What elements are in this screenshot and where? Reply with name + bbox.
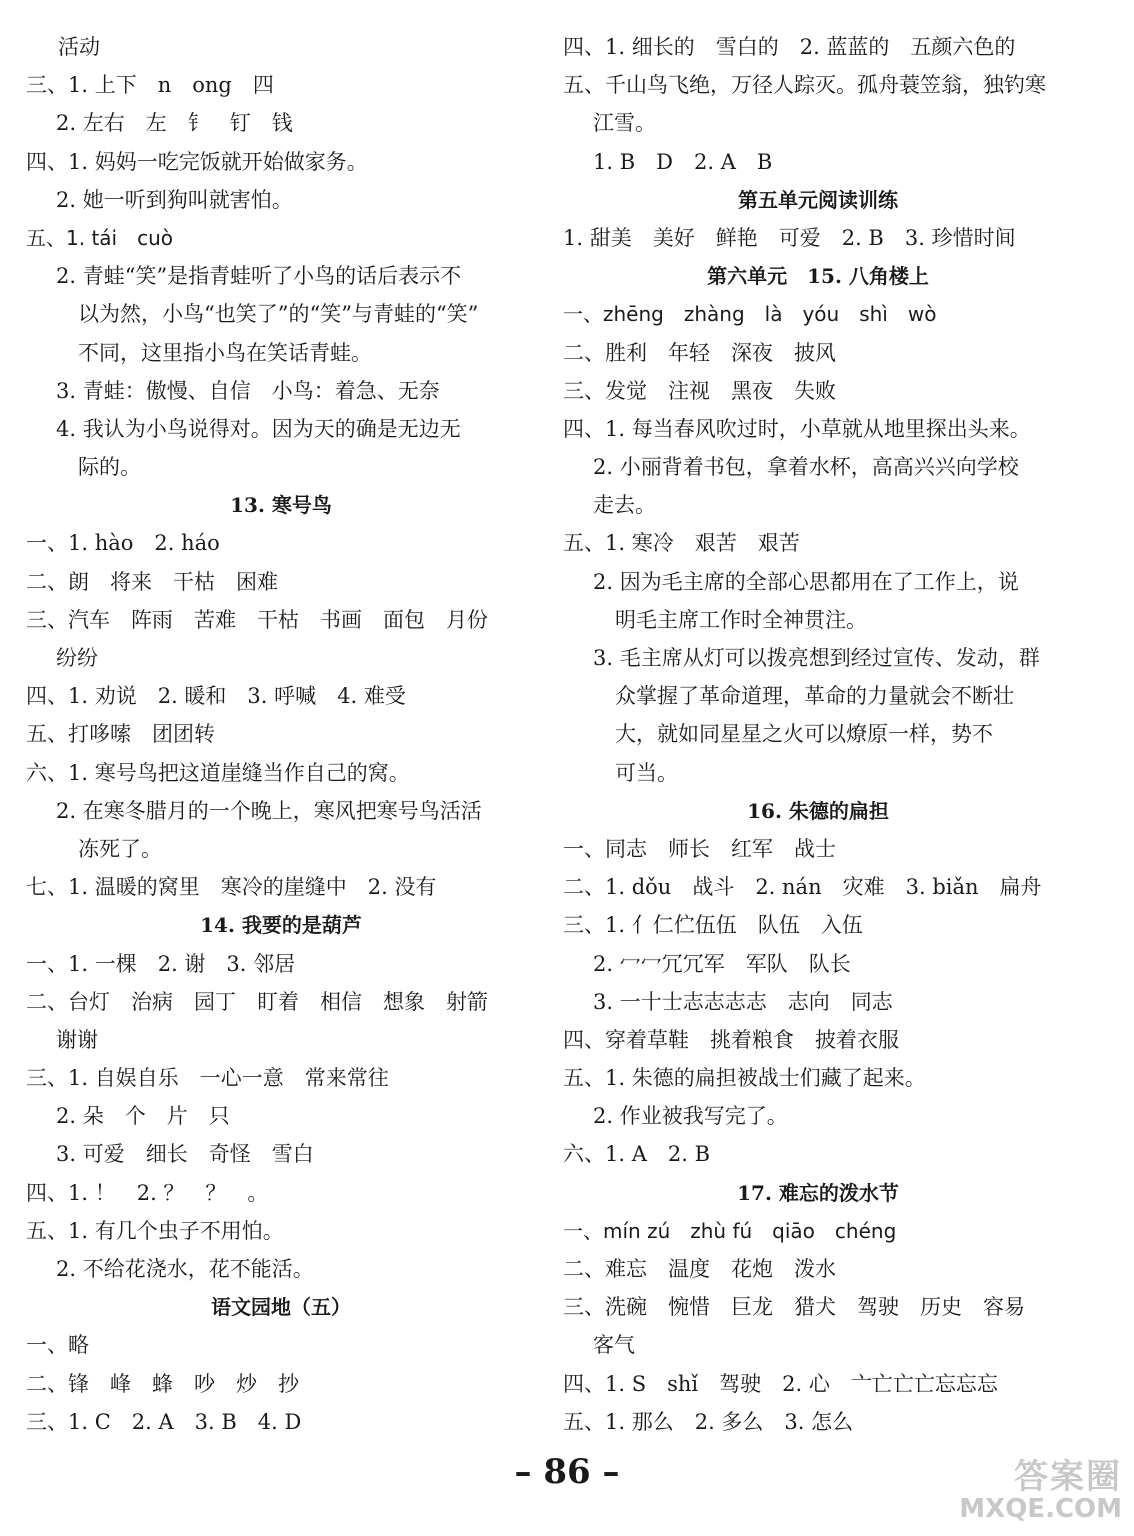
answer-line: 二、台灯 治病 园丁 盯着 相信 想象 射箭 [26,989,488,1014]
answer-line: 一、同志 师长 红军 战士 [563,836,836,861]
answer-line: 2. 冖冖冗冗军 军队 队长 [593,951,851,976]
answer-line: 五、1. 那么 2. 多么 3. 怎么 [563,1409,854,1434]
watermark-logo [932,1457,1122,1530]
answer-line: 谢谢 [56,1027,98,1052]
answer-line: 二、朗 将来 干枯 困难 [26,569,278,594]
answer-line: 以为然，小鸟“也笑了”的“笑”与青蛙的“笑” [78,302,479,327]
answer-line: 三、洗碗 惋惜 巨龙 猎犬 驾驶 历史 容易 [563,1295,1025,1320]
section-heading: 17. 难忘的泼水节 [737,1180,899,1205]
answer-line: 走去。 [593,493,656,518]
section-heading: 第六单元 15. 八角楼上 [707,264,929,289]
answer-line: 三、汽车 阵雨 苦难 干枯 书画 面包 月份 [26,607,488,632]
section-heading: 16. 朱德的扁担 [747,798,889,823]
answer-line: 3. 青蛙：傲慢、自信 小鸟：着急、无奈 [56,378,440,403]
left-column [26,28,536,1441]
answer-line: 2. 因为毛主席的全部心思都用在了工作上，说 [593,569,1019,594]
section-heading: 第五单元阅读训练 [738,187,898,212]
answer-line: 五、1. 寒冷 艰苦 艰苦 [563,531,800,556]
section-heading: 14. 我要的是葫芦 [200,913,362,938]
answer-line: 一、略 [26,1333,89,1358]
answer-line: 可当。 [615,760,678,785]
answer-line: 一、1. 一棵 2. 谢 3. 邻居 [26,951,296,976]
answer-line: 四、1. 妈妈一吃完饭就开始做家务。 [26,149,368,174]
answer-line: 三、1. 上下 n ong 四 [26,73,274,98]
answer-line: 众掌握了革命道理，革命的力量就会不断壮 [615,684,1014,709]
answer-line: 四、1. 每当春风吹过时，小草就从地里探出头来。 [563,416,1031,441]
page-number: – 86 – [514,1452,620,1492]
answer-line: 一、mín zú zhù fú qiāo chéng [563,1218,897,1243]
answer-line: 四、穿着草鞋 挑着粮食 披着衣服 [563,1027,899,1052]
answer-line: 江雪。 [593,111,656,136]
answer-line: 一、1. hào 2. háo [26,531,220,556]
answer-line: 2. 作业被我写完了。 [593,1104,788,1129]
watermark-url: MXQE.COM [959,1494,1122,1524]
answer-line: 不同，这里指小鸟在笑话青蛙。 [78,340,372,365]
answer-line: 2. 左右 左 钅 钉 钱 [56,111,293,136]
answer-line: 3. 毛主席从灯可以拨亮想到经过宣传、发动，群 [593,646,1040,670]
answer-line: 2. 不给花浇水，花不能活。 [56,1257,314,1281]
answer-line: 大，就如同星星之火可以燎原一样，势不 [615,722,993,747]
answer-line: 三、1. C 2. A 3. B 4. D [26,1409,302,1434]
answer-line: 五、千山鸟飞绝，万径人踪灭。孤舟蓑笠翁，独钓寒 [563,73,1046,98]
answer-line: 明毛主席工作时全神贯注。 [615,607,867,632]
answer-line: 客气 [593,1333,635,1358]
answer-line: 五、1. 有几个虫子不用怕。 [26,1218,284,1243]
answer-line: 冻死了。 [78,836,162,861]
answer-line: 际的。 [78,455,141,480]
section-heading: 语文园地（五） [211,1295,351,1320]
answer-line: 四、1. S shǐ 驾驶 2. 心 亠亡亡亡忘忘忘 [563,1371,998,1396]
answer-line: 一、zhēng zhàng là yóu shì wò [563,302,937,327]
answer-line: 活动 [58,35,100,59]
answer-line: 四、1. 劝说 2. 暖和 3. 呼喊 4. 难受 [26,684,406,709]
answer-line: 1. B D 2. A B [593,149,773,174]
section-heading: 13. 寒号鸟 [230,493,332,518]
answer-line: 五、1. 朱德的扁担被战士们藏了起来。 [563,1066,926,1091]
answer-line: 1. 甜美 美好 鲜艳 可爱 2. B 3. 珍惜时间 [563,225,1016,250]
answer-line: 3. 可爱 细长 奇怪 雪白 [56,1142,314,1167]
answer-line: 3. 一十士志志志志 志向 同志 [593,989,893,1014]
answer-line: 2. 在寒冬腊月的一个晚上，寒风把寒号鸟活活 [56,798,482,823]
right-column [563,28,1073,1441]
answer-line: 七、1. 温暖的窝里 寒冷的崖缝中 2. 没有 [26,875,437,900]
answer-line: 六、1. 寒号鸟把这道崖缝当作自己的窝。 [26,760,410,785]
answer-line: 2. 她一听到狗叫就害怕。 [56,187,293,212]
watermark-text: 答案圈 [1014,1457,1122,1497]
answer-line: 三、发觉 注视 黑夜 失败 [563,378,836,403]
answer-line: 三、1. 亻仁伫伍伍 队伍 入伍 [563,913,863,938]
answer-line: 2. 青蛙“笑”是指青蛙听了小鸟的话后表示不 [56,264,462,289]
answer-line: 五、打哆嗦 团团转 [26,722,215,747]
answer-line: 二、难忘 温度 花炮 泼水 [563,1257,836,1281]
answer-line: 六、1. A 2. B [563,1142,711,1167]
answer-line: 四、1. ！ 2. ？ ？ 。 [26,1180,269,1205]
answer-line: 四、1. 细长的 雪白的 2. 蓝蓝的 五颜六色的 [563,35,1016,59]
answer-line: 二、1. dǒu 战斗 2. nán 灾难 3. biǎn 扁舟 [563,875,1042,900]
answer-line: 4. 我认为小鸟说得对。因为天的确是无边无 [56,416,461,441]
answer-line: 二、胜利 年轻 深夜 披风 [563,340,836,365]
answer-line: 2. 朵 个 片 只 [56,1104,230,1129]
answer-line: 2. 小丽背着书包，拿着水杯，高高兴兴向学校 [593,455,1019,480]
answer-line: 三、1. 自娱自乐 一心一意 常来常往 [26,1066,389,1091]
answer-line: 二、锋 峰 蜂 吵 炒 抄 [26,1371,299,1396]
answer-line: 纷纷 [56,646,98,670]
answer-line: 五、1. tái cuò [26,225,174,250]
